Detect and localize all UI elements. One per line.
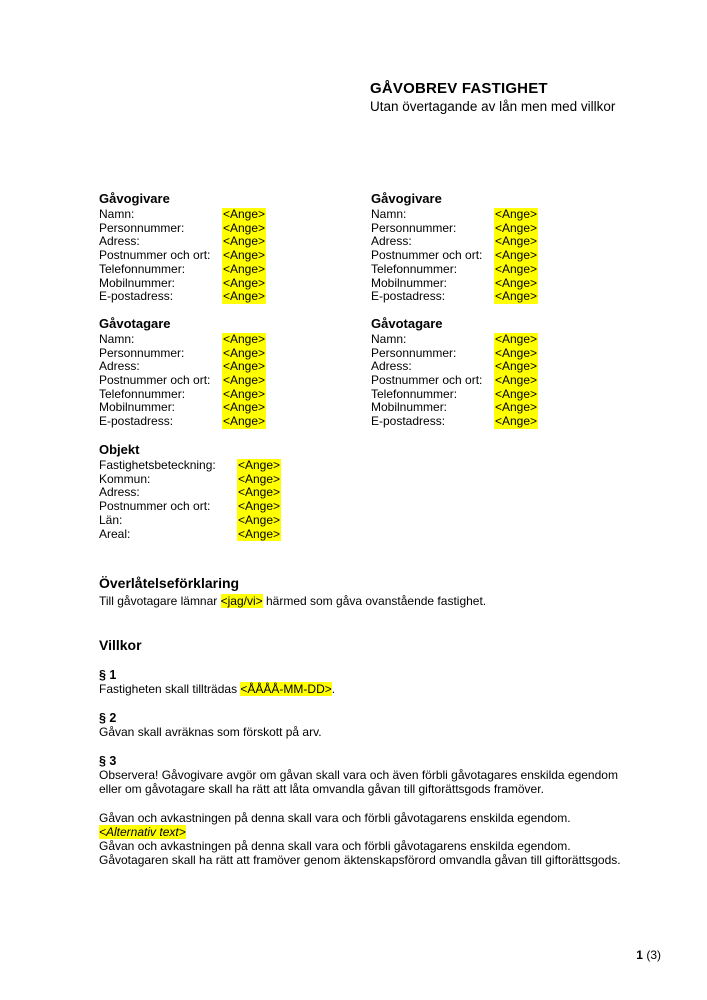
field-row — [371, 263, 604, 277]
clause-text-after: . — [331, 682, 336, 696]
field-row — [99, 249, 371, 263]
villkor-heading: Villkor — [99, 637, 142, 653]
title-block — [370, 80, 615, 115]
field-label: Telefonnummer: — [99, 261, 186, 276]
field-label: Postnummer och ort: — [371, 373, 483, 388]
section-overlatelseforklaring — [99, 575, 619, 608]
section-heading: Överlåtelseförklaring — [99, 575, 240, 591]
field-row — [99, 208, 371, 222]
alternative-texts — [99, 811, 621, 867]
alternative-text-placeholder[interactable]: <Alternativ text> — [99, 825, 186, 839]
field-label: Namn: — [99, 331, 135, 346]
field-label: E-postadress: — [371, 289, 446, 304]
field-placeholder[interactable]: <Ange> — [495, 359, 538, 374]
section-gavogivare-right — [371, 191, 604, 304]
field-row — [99, 333, 371, 347]
declaration-paragraph — [99, 594, 619, 608]
field-label: Postnummer och ort: — [99, 373, 211, 388]
field-label: Adress: — [371, 359, 412, 374]
field-placeholder[interactable]: <Ange> — [223, 275, 266, 290]
field-label: Adress: — [99, 359, 140, 374]
field-placeholder[interactable]: <Ange> — [223, 234, 266, 249]
field-placeholder[interactable]: <Ange> — [495, 373, 538, 388]
jag-vi-placeholder[interactable]: <jag/vi> — [220, 594, 263, 608]
section-heading: Gåvogivare — [371, 191, 442, 206]
field-placeholder[interactable]: <Ange> — [223, 414, 266, 429]
field-row — [99, 290, 371, 304]
field-row — [371, 401, 604, 415]
field-placeholder[interactable]: <Ange> — [223, 345, 266, 360]
field-placeholder[interactable]: <Ange> — [495, 400, 538, 415]
field-label: Adress: — [99, 234, 140, 249]
field-label: Personnummer: — [371, 220, 457, 235]
field-placeholder[interactable]: <Ange> — [223, 261, 266, 276]
field-label: E-postadress: — [371, 414, 446, 429]
field-placeholder[interactable]: <Ange> — [495, 234, 538, 249]
field-placeholder[interactable]: <Ange> — [495, 414, 538, 429]
field-label: Län: — [99, 512, 123, 527]
clause-number: § 1 — [99, 668, 117, 682]
field-placeholder[interactable]: <Ange> — [238, 458, 281, 472]
clause-text: Gåvan skall avräknas som förskott på arv. — [99, 725, 322, 739]
document-title: GÅVOBREV FASTIGHET — [370, 80, 548, 97]
field-placeholder[interactable]: <Ange> — [495, 261, 538, 276]
field-row — [99, 360, 371, 374]
field-row — [371, 360, 604, 374]
field-placeholder[interactable]: <Ange> — [495, 386, 538, 401]
clause-text-before: Fastigheten skall tillträdas — [99, 682, 241, 696]
field-placeholder[interactable]: <Ange> — [238, 499, 281, 514]
field-row — [99, 347, 371, 361]
field-placeholder[interactable]: <Ange> — [495, 289, 538, 304]
field-placeholder[interactable]: <Ange> — [495, 331, 538, 346]
field-row — [371, 277, 604, 291]
field-label: Mobilnummer: — [99, 275, 176, 290]
field-label: Mobilnummer: — [99, 400, 176, 415]
section-heading: Gåvotagare — [371, 315, 443, 331]
field-placeholder[interactable]: <Ange> — [495, 207, 538, 221]
field-label: Personnummer: — [99, 345, 185, 360]
field-placeholder[interactable]: <Ange> — [495, 248, 538, 263]
field-label: Telefonnummer: — [99, 386, 186, 401]
field-label: Personnummer: — [371, 345, 457, 360]
clause-text: Observera! Gåvogivare avgör om gåvan skall vara och även förbli gåvotagares enskilda egendom eller om gåvotagare skall ha rätt att låta omvandla gåvan till giftorättsgods framöver. — [99, 768, 618, 796]
field-placeholder[interactable]: <Ange> — [495, 275, 538, 290]
field-row — [99, 486, 281, 500]
field-label: Postnummer och ort: — [99, 499, 211, 514]
field-label: Adress: — [99, 485, 140, 500]
field-placeholder[interactable]: <Ange> — [238, 512, 281, 527]
field-label: Postnummer och ort: — [99, 248, 211, 263]
field-placeholder[interactable]: <Ange> — [223, 359, 266, 374]
field-row — [371, 374, 604, 388]
field-label: Adress: — [371, 234, 412, 249]
field-row — [99, 459, 281, 473]
field-placeholder[interactable]: <Ange> — [223, 207, 266, 221]
field-row — [99, 374, 371, 388]
field-row — [99, 528, 281, 542]
clause-number: § 3 — [99, 754, 117, 768]
field-placeholder[interactable]: <Ange> — [238, 471, 281, 486]
section-gavogivare-left — [99, 191, 371, 304]
field-row — [371, 208, 604, 222]
field-row — [371, 290, 604, 304]
clause-number: § 2 — [99, 711, 117, 725]
field-placeholder[interactable]: <Ange> — [223, 373, 266, 388]
field-row — [99, 415, 371, 429]
field-label: Namn: — [371, 207, 407, 221]
field-placeholder[interactable]: <Ange> — [495, 220, 538, 235]
field-placeholder[interactable]: <Ange> — [238, 526, 281, 541]
alternative-1-text: Gåvan och avkastningen på denna skall vara och förbli gåvotagarens enskilda egendom. — [99, 811, 571, 825]
field-row — [371, 222, 604, 236]
field-placeholder[interactable]: <Ange> — [223, 331, 266, 346]
field-row — [99, 222, 371, 236]
field-placeholder[interactable]: <Ange> — [223, 386, 266, 401]
section-gavotagare-left — [99, 316, 371, 429]
field-label: Areal: — [99, 526, 131, 541]
section-gavotagare-right — [371, 316, 604, 429]
field-label: Telefonnummer: — [371, 386, 458, 401]
field-row — [99, 401, 371, 415]
clause-1 — [99, 668, 619, 696]
field-row — [99, 514, 281, 528]
field-row — [371, 249, 604, 263]
field-row — [99, 277, 371, 291]
field-placeholder[interactable]: <Ange> — [223, 400, 266, 415]
party-sections — [99, 191, 604, 429]
field-row — [371, 333, 604, 347]
page-number — [636, 948, 661, 962]
field-label: Mobilnummer: — [371, 400, 448, 415]
clause-text — [99, 682, 619, 696]
declaration-text-after: härmed som gåva ovanstående fastighet. — [262, 594, 487, 608]
field-row — [371, 388, 604, 402]
alternative-label-line — [99, 825, 621, 839]
field-placeholder[interactable]: <Ange> — [223, 248, 266, 263]
page-number-current: 1 — [636, 948, 643, 962]
section-heading: Objekt — [99, 442, 140, 457]
field-row — [99, 388, 371, 402]
section-heading: Gåvogivare — [99, 191, 170, 206]
page-number-total: (3) — [646, 948, 661, 962]
field-placeholder[interactable]: <Ange> — [223, 289, 266, 304]
document-subtitle: Utan övertagande av lån men med villkor — [370, 99, 616, 114]
field-row — [99, 473, 281, 487]
clause-2 — [99, 711, 619, 739]
field-label: Postnummer och ort: — [371, 248, 483, 263]
date-placeholder[interactable]: <ÅÅÅÅ-MM-DD> — [240, 682, 332, 696]
clause-3 — [99, 754, 621, 796]
field-row — [99, 263, 371, 277]
field-row — [371, 415, 604, 429]
field-label: E-postadress: — [99, 289, 174, 304]
section-objekt — [99, 442, 281, 541]
field-label: Fastighetsbeteckning: — [99, 458, 216, 472]
field-placeholder[interactable]: <Ange> — [495, 345, 538, 360]
field-label: E-postadress: — [99, 414, 174, 429]
field-label: Kommun: — [99, 471, 151, 486]
field-placeholder[interactable]: <Ange> — [238, 485, 281, 500]
field-row — [99, 235, 371, 249]
section-heading: Gåvotagare — [99, 315, 171, 331]
field-row — [371, 347, 604, 361]
field-label: Personnummer: — [99, 220, 185, 235]
field-placeholder[interactable]: <Ange> — [223, 220, 266, 235]
field-row — [371, 235, 604, 249]
field-row — [99, 500, 281, 514]
field-label: Namn: — [371, 331, 407, 346]
alternative-2-text: Gåvan och avkastningen på denna skall vara och förbli gåvotagarens enskilda egendom. Gåvotagaren skall ha rätt att framöver genom äktenskapsförord omvandla gåvan till giftorättsgods. — [99, 839, 621, 867]
field-label: Namn: — [99, 207, 135, 221]
field-label: Mobilnummer: — [371, 275, 448, 290]
field-label: Telefonnummer: — [371, 261, 458, 276]
declaration-text-before: Till gåvotagare lämnar — [99, 594, 221, 608]
